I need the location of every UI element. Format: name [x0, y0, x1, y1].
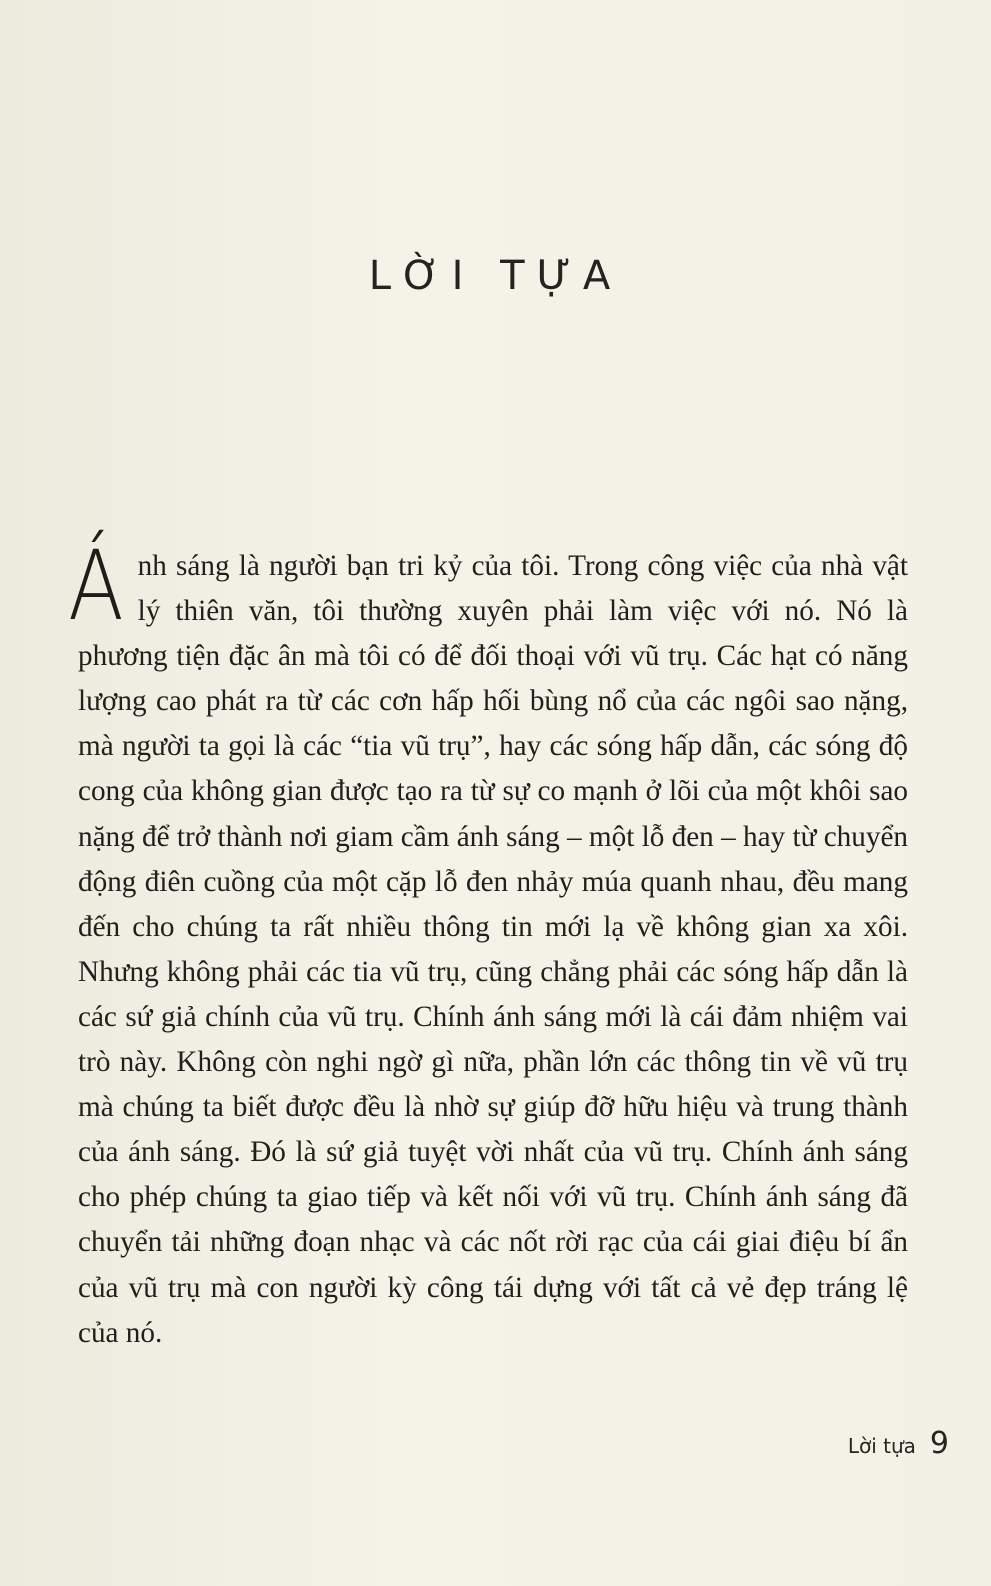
running-footer-title: Lời tựa [847, 1434, 916, 1458]
page-title: LỜI TỰA [368, 253, 623, 299]
page-footer [848, 1426, 949, 1461]
paragraph-text: nh sáng là người bạn tri kỷ của tôi. Trong công việc của nhà vật lý thiên văn, tôi thường xuyên phải làm việc với nó. Nó là phương tiện đặc ân mà tôi có để đối thoại với vũ trụ. Các hạt có năng lượng cao phát ra từ các cơn hấp hối bùng nổ của các ngôi sao nặng, mà người ta gọi là các “tia vũ trụ”, hay các sóng hấp dẫn, các sóng độ cong của không gian được tạo ra từ sự co mạnh ở lõi của một khôi sao nặng để trở thành nơi giam cầm ánh sáng – một lỗ đen – hay từ chuyển động điên cuồng của một cặp lỗ đen nhảy múa quanh nhau, đều mang đến cho chúng ta rất nhiều thông tin mới lạ về không gian xa xôi. Nhưng không phải các tia vũ trụ, cũng chẳng phải các sóng hấp dẫn là các sứ giả chính của vũ trụ. Chính ánh sáng mới là cái đảm nhiệm vai trò này. Không còn nghi ngờ gì nữa, phần lớn các thông tin về vũ trụ mà chúng ta biết được đều là nhờ sự giúp đỡ hữu hiệu và trung thành của ánh sáng. Đó là sứ giả tuyệt vời nhất của vũ trụ. Chính ánh sáng cho phép chúng ta giao tiếp và kết nối với vũ trụ. Chính ánh sáng đã chuyển tải những đoạn nhạc và các nốt rời rạc của cái giai điệu bí ẩn của vũ trụ mà con người kỳ công tái dựng với tất cả vẻ đẹp tráng lệ của nó. [78, 550, 908, 1349]
body-paragraph [68, 530, 908, 1356]
drop-cap: Á [68, 530, 124, 642]
page-number: 9 [929, 1426, 949, 1461]
